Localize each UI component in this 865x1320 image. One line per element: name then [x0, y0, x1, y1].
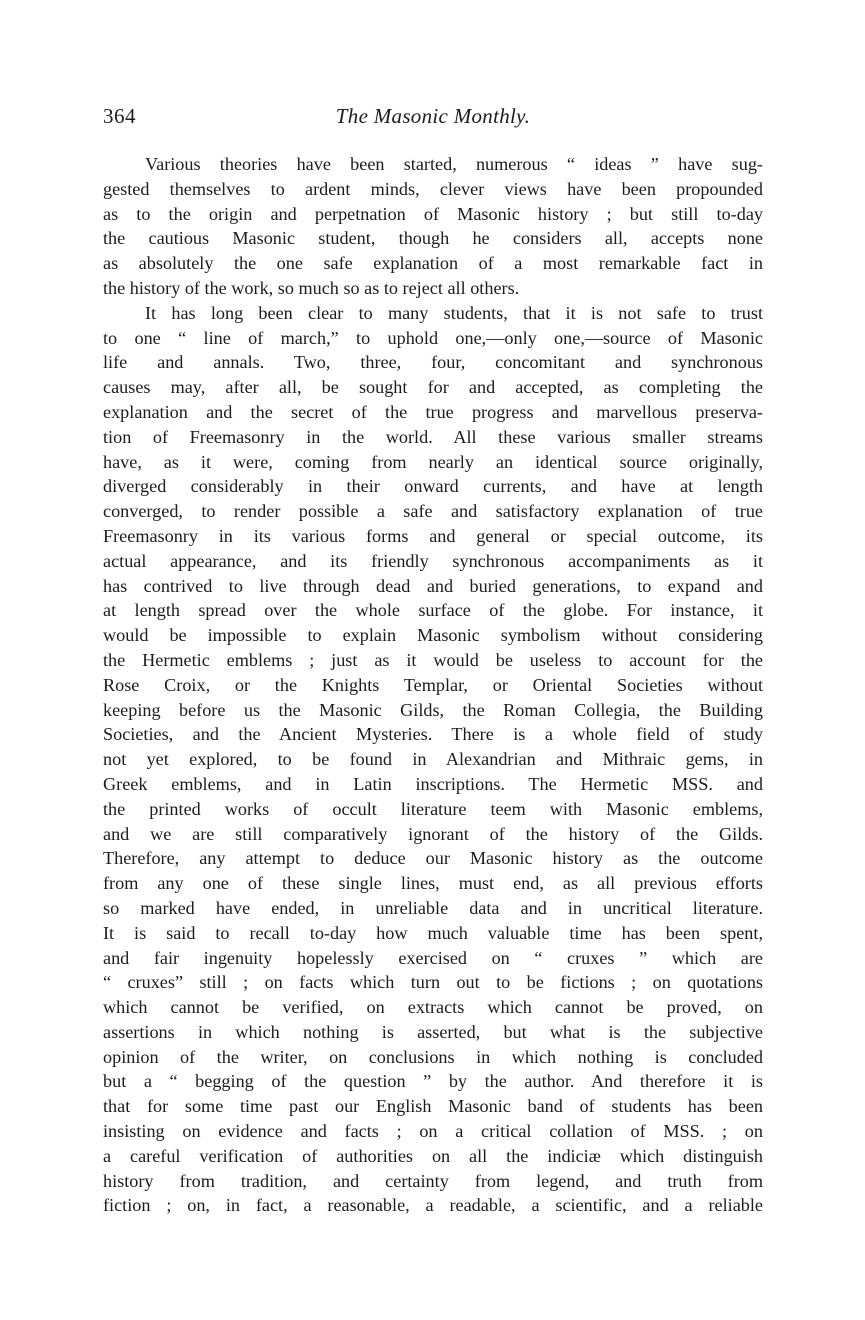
- text-line: Greek emblems, and in Latin inscriptions. The Hermetic MSS. and: [103, 773, 763, 794]
- text-line: fiction ; on, in fact, a reasonable, a readable, a scientific, and a reliable: [103, 1195, 763, 1216]
- text-line: opinion of the writer, on conclusions in which nothing is concluded: [103, 1046, 763, 1067]
- text-line: life and annals. Two, three, four, concomitant and synchronous: [103, 352, 763, 373]
- text-line: insisting on evidence and facts ; on a critical collation of MSS. ; on: [103, 1121, 763, 1142]
- text-line: Therefore, any attempt to deduce our Masonic history as the outcome: [103, 848, 763, 869]
- running-title: The Masonic Monthly.: [335, 104, 531, 128]
- text-line: It has long been clear to many students, that it is not safe to trust: [145, 302, 763, 323]
- text-line: would be impossible to explain Masonic symbolism without considering: [103, 625, 763, 646]
- text-line: not yet explored, to be found in Alexandrian and Mithraic gems, in: [103, 749, 763, 770]
- text-line: and we are still comparatively ignorant of the history of the Gilds.: [103, 823, 763, 844]
- text-line: assertions in which nothing is asserted, but what is the subjective: [103, 1021, 763, 1042]
- text-line: to one “ line of march,” to uphold one,—only one,—source of Masonic: [103, 327, 763, 348]
- text-line: It is said to recall to-day how much valuable time has been spent,: [103, 922, 763, 943]
- text-line: explanation and the secret of the true progress and marvellous preserva-: [103, 401, 763, 422]
- text-line: and fair ingenuity hopelessly exercised on “ cruxes ” which are: [103, 947, 763, 968]
- text-line: the cautious Masonic student, though he considers all, accepts none: [103, 228, 763, 249]
- text-line: from any one of these single lines, must end, as all previous efforts: [103, 873, 763, 894]
- text-line: diverged considerably in their onward currents, and have at length: [103, 476, 763, 497]
- text-line: as to the origin and perpetnation of Masonic history ; but still to-day: [103, 203, 763, 224]
- text-line: the Hermetic emblems ; just as it would be useless to account for the: [103, 649, 763, 670]
- text-line: keeping before us the Masonic Gilds, the Roman Collegia, the Building: [103, 699, 763, 720]
- text-line: that for some time past our English Masonic band of students has been: [103, 1096, 763, 1117]
- text-line: which cannot be verified, on extracts which cannot be proved, on: [103, 997, 763, 1018]
- page-number: 364: [103, 104, 136, 128]
- text-line: the history of the work, so much so as to reject all others.: [103, 277, 520, 298]
- text-line: have, as it were, coming from nearly an identical source originally,: [103, 451, 763, 472]
- text-line: Various theories have been started, numerous “ ideas ” have sug-: [145, 154, 763, 174]
- text-line: converged, to render possible a safe and satisfactory explanation of true: [103, 501, 763, 522]
- text-line: so marked have ended, in unreliable data and in uncritical literature.: [103, 897, 763, 918]
- text-line: “ cruxes” still ; on facts which turn out to be fictions ; on quotations: [103, 972, 763, 993]
- text-line: the printed works of occult literature teem with Masonic emblems,: [103, 798, 763, 819]
- text-line: tion of Freemasonry in the world. All these various smaller streams: [103, 426, 763, 447]
- text-line: Societies, and the Ancient Mysteries. There is a whole field of study: [103, 724, 763, 745]
- text-line: but a “ begging of the question ” by the author. And therefore it is: [103, 1071, 763, 1092]
- text-line: Freemasonry in its various forms and general or special outcome, its: [103, 525, 763, 546]
- text-line: causes may, after all, be sought for and accepted, as completing the: [103, 377, 763, 398]
- text-line: has contrived to live through dead and buried generations, to expand and: [103, 575, 763, 596]
- text-line: actual appearance, and its friendly synchronous accompaniments as it: [103, 550, 763, 571]
- text-line: Rose Croix, or the Knights Templar, or Oriental Societies without: [103, 674, 763, 695]
- text-line: a careful verification of authorities on all the indiciæ which distinguish: [103, 1145, 763, 1166]
- page-header: [103, 104, 763, 134]
- text-line: as absolutely the one safe explanation of a most remarkable fact in: [103, 253, 763, 274]
- text-line: gested themselves to ardent minds, clever views have been propounded: [103, 178, 763, 199]
- text-line: at length spread over the whole surface of the globe. For instance, it: [103, 600, 763, 621]
- text-line: history from tradition, and certainty from legend, and truth from: [103, 1170, 763, 1191]
- article-body: [103, 152, 763, 1218]
